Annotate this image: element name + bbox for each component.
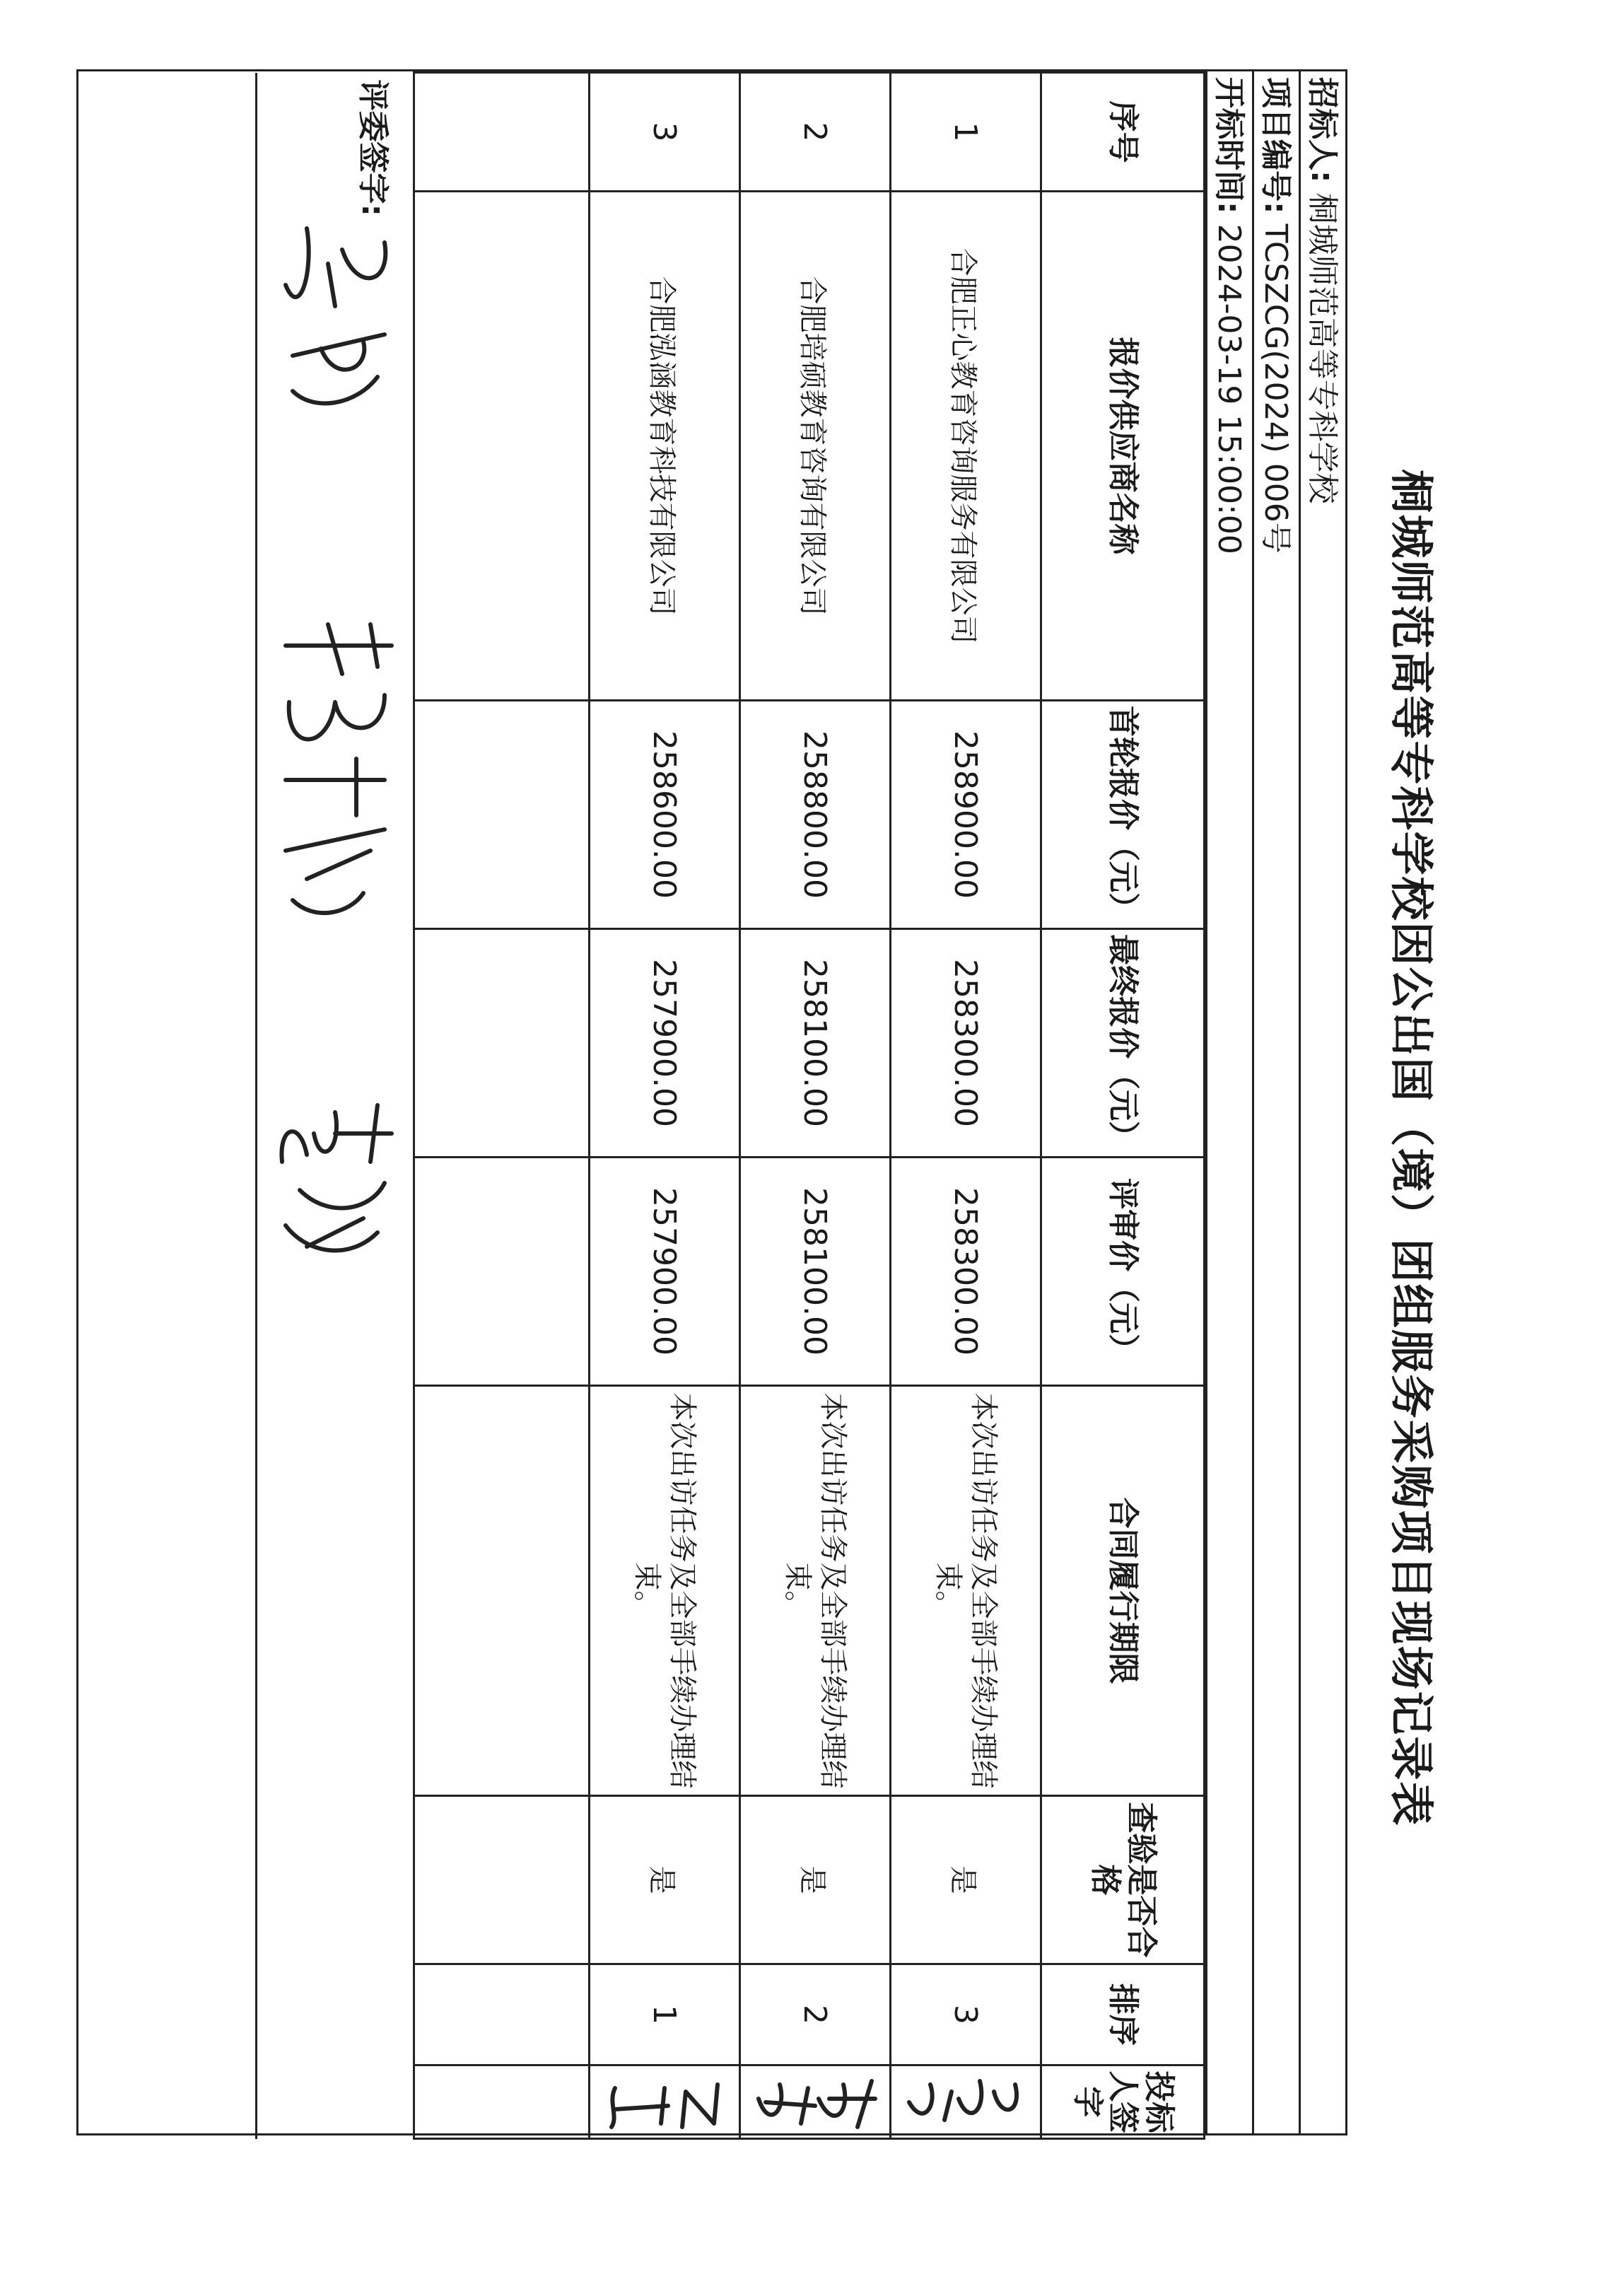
cell-rank: 1 — [590, 1964, 740, 2065]
cell-qualified: 是 — [590, 1796, 740, 1964]
col-header-review-price: 评审价（元） — [1041, 1158, 1205, 1386]
table-row — [740, 73, 891, 2139]
cell-no: 3 — [590, 73, 740, 192]
handwritten-signature-1 — [902, 2070, 1036, 2138]
cell-bidder-signature — [891, 2065, 1041, 2139]
cell-review-price: 257900.00 — [590, 1158, 740, 1386]
cell-no: 2 — [740, 73, 891, 192]
col-header-first-bid: 首轮报价（元） — [1041, 701, 1205, 929]
col-header-rank: 排序 — [1041, 1964, 1205, 2065]
tenderer-label: 招标人: — [1304, 77, 1340, 183]
cell-supplier: 合肥培硕教育咨询有限公司 — [740, 192, 891, 701]
cell-supplier: 合肥泓涵教育科技有限公司 — [590, 192, 740, 701]
open-time-value: 2024-03-19 15:00:00 — [1211, 223, 1247, 554]
committee-handwritten-signatures — [271, 214, 413, 1416]
col-header-period: 合同履行期限 — [1041, 1386, 1205, 1796]
cell-no: 1 — [891, 73, 1041, 192]
bid-record-table — [255, 71, 1205, 2140]
cell-supplier: 合肥正心教育咨询服务有限公司 — [891, 192, 1041, 701]
handwritten-signature-3 — [601, 2070, 735, 2138]
cell-review-price: 258100.00 — [740, 1158, 891, 1386]
cell-bidder-signature — [590, 2065, 740, 2139]
record-table-frame — [76, 69, 1347, 2135]
col-header-supplier: 报价供应商名称 — [1041, 192, 1205, 701]
committee-signature-row — [257, 73, 414, 2139]
table-row — [590, 73, 740, 2139]
cell-first-bid: 258900.00 — [891, 701, 1041, 929]
table-blank-row — [414, 73, 590, 2139]
handwritten-signature-2 — [751, 2070, 886, 2138]
document-title: 桐城师范高等专科学校因公出国（境）团组服务采购项目现场记录表 — [1386, 469, 1437, 1827]
open-time-line — [1205, 71, 1252, 2133]
cell-review-price: 258300.00 — [891, 1158, 1041, 1386]
committee-sign-label: 评委签字: — [355, 79, 391, 217]
project-number-value: TCSZCG(2024) 006号 — [1258, 223, 1294, 554]
col-header-final-bid: 最终报价（元） — [1041, 929, 1205, 1158]
cell-period: 本次出访任务及全部手续办理结束。 — [590, 1386, 740, 1796]
col-header-bidder-signature: 投标人签字 — [1041, 2065, 1205, 2139]
col-header-no: 序号 — [1041, 73, 1205, 192]
cell-rank: 2 — [740, 1964, 891, 2065]
cell-period: 本次出访任务及全部手续办理结束。 — [891, 1386, 1041, 1796]
cell-period: 本次出访任务及全部手续办理结束。 — [740, 1386, 891, 1796]
project-number-label: 项目编号: — [1258, 77, 1294, 214]
cell-final-bid: 257900.00 — [590, 929, 740, 1158]
cell-bidder-signature — [740, 2065, 891, 2139]
project-number-line — [1252, 71, 1299, 2133]
table-header-row — [1041, 73, 1205, 2139]
table-row — [891, 73, 1041, 2139]
cell-first-bid: 258600.00 — [590, 701, 740, 929]
cell-first-bid: 258800.00 — [740, 701, 891, 929]
cell-rank: 3 — [891, 1964, 1041, 2065]
cell-qualified: 是 — [891, 1796, 1041, 1964]
cell-qualified: 是 — [740, 1796, 891, 1964]
cell-final-bid: 258100.00 — [740, 929, 891, 1158]
tenderer-value: 桐城师范高等专科学校 — [1304, 192, 1340, 504]
open-time-label: 开标时间: — [1211, 77, 1247, 214]
cell-final-bid: 258300.00 — [891, 929, 1041, 1158]
tenderer-line — [1299, 71, 1345, 2133]
col-header-qualified: 查验是否合格 — [1041, 1796, 1205, 1964]
